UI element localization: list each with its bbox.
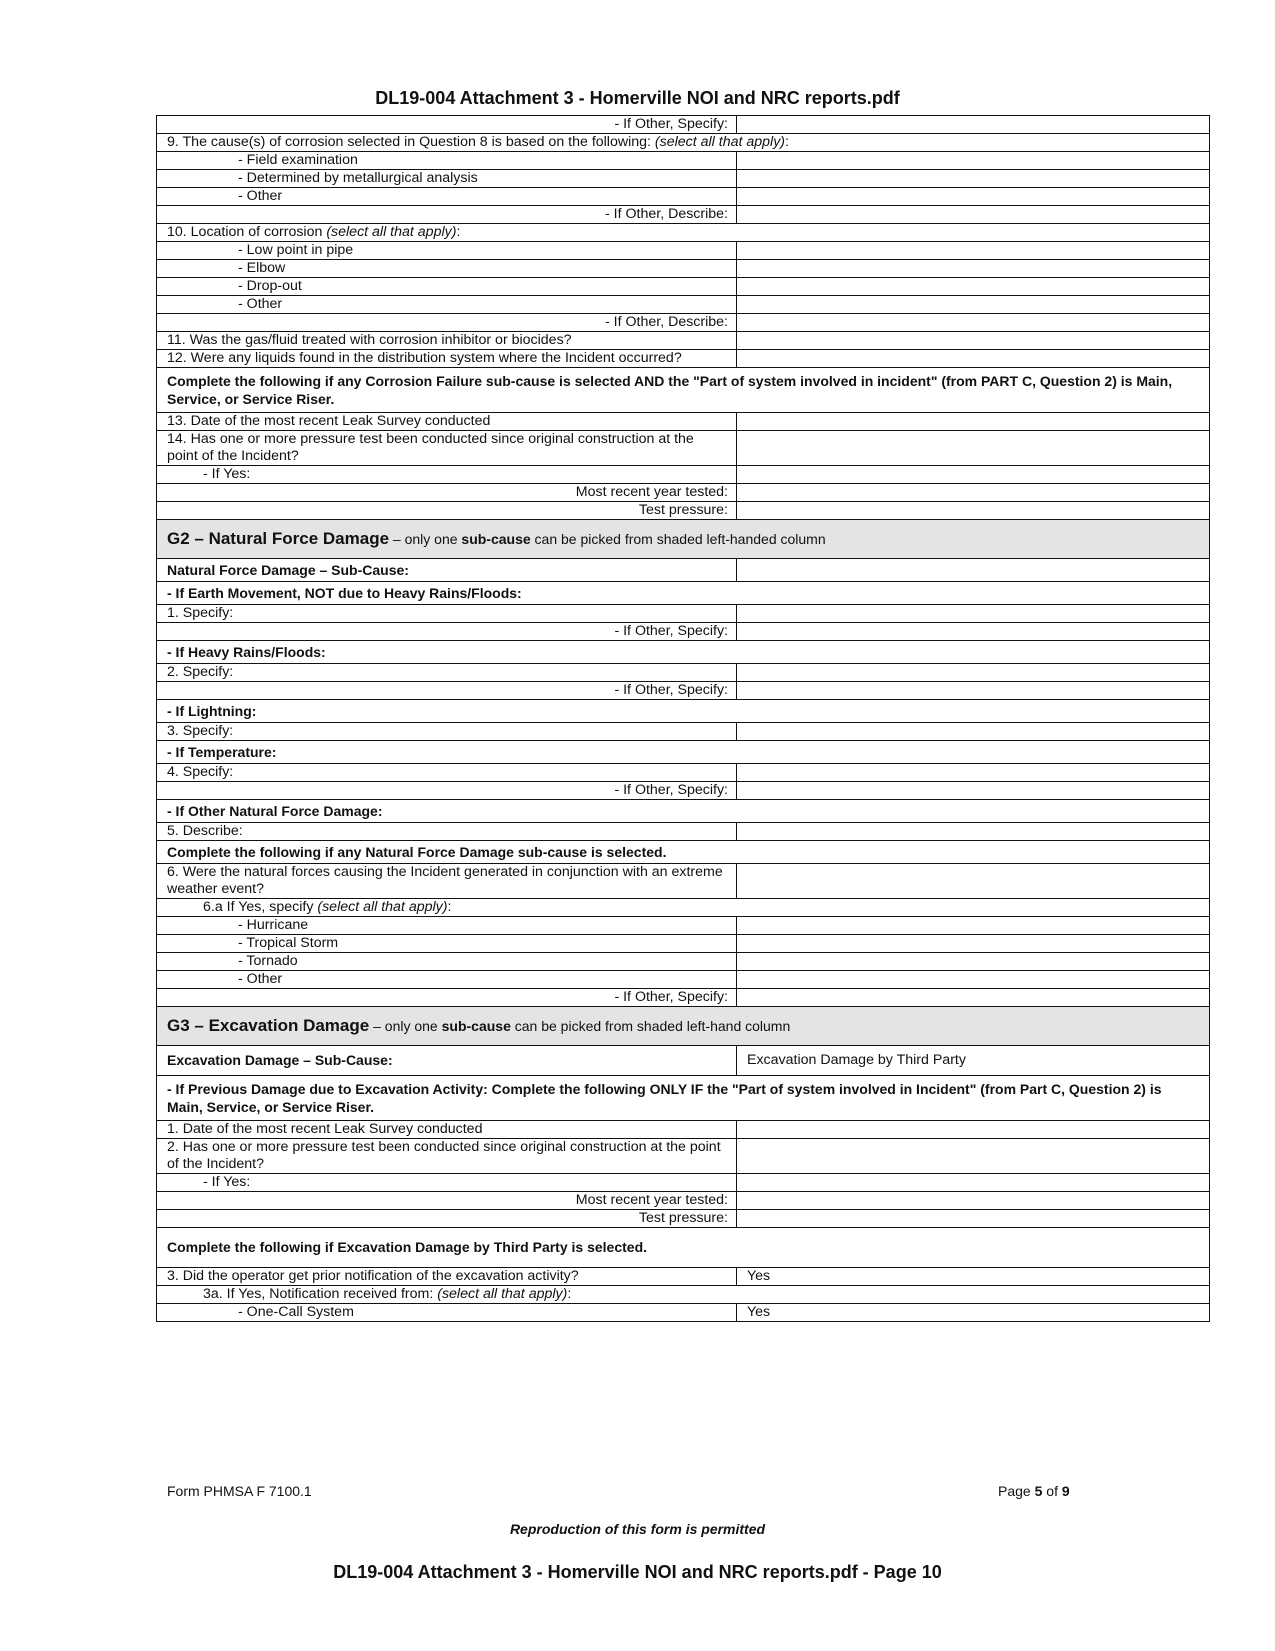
document-title: DL19-004 Attachment 3 - Homerville NOI and NRC reports.pdf <box>375 88 900 108</box>
table-row <box>157 116 1210 134</box>
answer-field[interactable] <box>737 332 1210 350</box>
table-row <box>157 1192 1210 1210</box>
row-label: - Elbow <box>157 260 737 278</box>
row-label: - Hurricane <box>157 917 737 935</box>
row-label: 5. Describe: <box>157 823 737 841</box>
table-row <box>157 700 1210 723</box>
table-row <box>157 741 1210 764</box>
table-row <box>157 170 1210 188</box>
table-row <box>157 242 1210 260</box>
answer-field[interactable] <box>737 206 1210 224</box>
table-row <box>157 917 1210 935</box>
answer-field[interactable] <box>737 559 1210 582</box>
row-label: - Other <box>157 971 737 989</box>
row-label: 3. Specify: <box>157 723 737 741</box>
question-10-label: 10. Location of corrosion (select all that apply): <box>157 224 1210 242</box>
row-label: - If Other, Specify: <box>157 682 737 700</box>
answer-field[interactable] <box>737 605 1210 623</box>
table-row <box>157 782 1210 800</box>
answer-field[interactable] <box>737 971 1210 989</box>
table-row <box>157 1046 1210 1076</box>
answer-field[interactable] <box>737 502 1210 520</box>
answer-field[interactable] <box>737 989 1210 1007</box>
answer-field[interactable] <box>737 917 1210 935</box>
row-label: - Determined by metallurgical analysis <box>157 170 737 188</box>
question-3a-label: 3a. If Yes, Notification received from: (select all that apply): <box>157 1286 1210 1304</box>
question-13-label: 13. Date of the most recent Leak Survey conducted <box>157 413 737 431</box>
row-label: - If Other, Specify: <box>157 116 737 134</box>
answer-field[interactable] <box>737 188 1210 206</box>
table-row <box>157 841 1210 864</box>
table-row <box>157 682 1210 700</box>
prior-notification-value[interactable]: Yes <box>737 1268 1210 1286</box>
section-g3-header: G3 – Excavation Damage – only one sub-cause can be picked from shaded left-hand column <box>157 1007 1210 1046</box>
question-12-label: 12. Were any liquids found in the distribution system where the Incident occurred? <box>157 350 737 368</box>
table-row <box>157 971 1210 989</box>
question-3-label: 3. Did the operator get prior notification of the excavation activity? <box>157 1268 737 1286</box>
table-row <box>157 466 1210 484</box>
table-row <box>157 188 1210 206</box>
answer-field[interactable] <box>737 350 1210 368</box>
table-row <box>157 431 1210 466</box>
corrosion-instruction: Complete the following if any Corrosion Failure sub-cause is selected AND the "Part of system involved in incident" (from PART C, Question 2) is Main, Service, or Service Riser. <box>157 368 1210 413</box>
answer-field[interactable] <box>737 1121 1210 1139</box>
table-row <box>157 723 1210 741</box>
table-row <box>157 1174 1210 1192</box>
question-9-label: 9. The cause(s) of corrosion selected in Question 8 is based on the following: (select all that apply): <box>157 134 1210 152</box>
table-row <box>157 1228 1210 1268</box>
answer-field[interactable] <box>737 278 1210 296</box>
section-header-row <box>157 520 1210 559</box>
row-label: Natural Force Damage – Sub-Cause: <box>157 559 737 582</box>
table-row <box>157 1121 1210 1139</box>
answer-field[interactable] <box>737 823 1210 841</box>
table-row <box>157 152 1210 170</box>
question-14-label: 14. Has one or more pressure test been conducted since original construction at the point of the Incident? <box>157 431 737 466</box>
row-label: Excavation Damage – Sub-Cause: <box>157 1046 737 1076</box>
table-row <box>157 260 1210 278</box>
answer-field[interactable] <box>737 260 1210 278</box>
row-label: - If Yes: <box>157 1174 737 1192</box>
question-1-label: 1. Date of the most recent Leak Survey conducted <box>157 1121 737 1139</box>
table-row <box>157 605 1210 623</box>
answer-field[interactable] <box>737 242 1210 260</box>
subsection-label: - If Temperature: <box>157 741 1210 764</box>
table-row <box>157 664 1210 682</box>
excavation-instruction: - If Previous Damage due to Excavation Activity: Complete the following ONLY IF the "Part of system involved in Incident" (from Part C, Question 2) is Main, Service, or Service Riser. <box>157 1076 1210 1121</box>
row-label: - Tropical Storm <box>157 935 737 953</box>
table-row <box>157 1210 1210 1228</box>
table-row <box>157 823 1210 841</box>
row-label: - Other <box>157 188 737 206</box>
answer-field[interactable] <box>737 664 1210 682</box>
answer-field[interactable] <box>737 1192 1210 1210</box>
subsection-label: - If Heavy Rains/Floods: <box>157 641 1210 664</box>
table-row <box>157 582 1210 605</box>
table-row <box>157 502 1210 520</box>
subsection-label: - If Lightning: <box>157 700 1210 723</box>
row-label: - If Other, Describe: <box>157 206 737 224</box>
page-indicator: Page 5 of 9 <box>998 1483 1070 1499</box>
answer-field[interactable] <box>737 431 1210 466</box>
row-label: - If Other, Describe: <box>157 314 737 332</box>
table-row <box>157 899 1210 917</box>
table-row <box>157 641 1210 664</box>
answer-field[interactable] <box>737 1174 1210 1192</box>
table-row <box>157 224 1210 242</box>
one-call-value[interactable]: Yes <box>737 1304 1210 1322</box>
answer-field[interactable] <box>737 413 1210 431</box>
row-label: - Low point in pipe <box>157 242 737 260</box>
table-row <box>157 935 1210 953</box>
row-label: - Tornado <box>157 953 737 971</box>
row-label: - If Other, Specify: <box>157 782 737 800</box>
answer-field[interactable] <box>737 953 1210 971</box>
table-row <box>157 350 1210 368</box>
answer-field[interactable] <box>737 314 1210 332</box>
answer-field[interactable] <box>737 623 1210 641</box>
form-table <box>156 115 1210 1322</box>
form-number: Form PHMSA F 7100.1 <box>167 1483 312 1499</box>
answer-field[interactable] <box>737 682 1210 700</box>
excavation-subcause-value[interactable]: Excavation Damage by Third Party <box>737 1046 1210 1076</box>
section-g2-header: G2 – Natural Force Damage – only one sub-cause can be picked from shaded left-handed column <box>157 520 1210 559</box>
question-11-label: 11. Was the gas/fluid treated with corrosion inhibitor or biocides? <box>157 332 737 350</box>
answer-field[interactable] <box>737 116 1210 134</box>
answer-field[interactable] <box>737 935 1210 953</box>
row-label: Most recent year tested: <box>157 1192 737 1210</box>
row-label: 1. Specify: <box>157 605 737 623</box>
question-6a-label: 6.a If Yes, specify (select all that apply): <box>157 899 1210 917</box>
answer-field[interactable] <box>737 782 1210 800</box>
natural-force-instruction: Complete the following if any Natural Force Damage sub-cause is selected. <box>157 841 1210 864</box>
row-label: - Drop-out <box>157 278 737 296</box>
document-page-label: DL19-004 Attachment 3 - Homerville NOI and NRC reports.pdf - Page 10 <box>333 1562 942 1582</box>
question-2-label: 2. Has one or more pressure test been conducted since original construction at the point of the Incident? <box>157 1139 737 1174</box>
table-row <box>157 864 1210 899</box>
third-party-instruction: Complete the following if Excavation Damage by Third Party is selected. <box>157 1228 1210 1268</box>
subsection-label: - If Earth Movement, NOT due to Heavy Rains/Floods: <box>157 582 1210 605</box>
section-header-row <box>157 1007 1210 1046</box>
table-row <box>157 1139 1210 1174</box>
table-row <box>157 413 1210 431</box>
table-row <box>157 278 1210 296</box>
row-label: - Field examination <box>157 152 737 170</box>
row-label: - Other <box>157 296 737 314</box>
row-label: - One-Call System <box>157 1304 737 1322</box>
table-row <box>157 332 1210 350</box>
table-row <box>157 953 1210 971</box>
answer-field[interactable] <box>737 723 1210 741</box>
row-label: - If Other, Specify: <box>157 989 737 1007</box>
answer-field[interactable] <box>737 1210 1210 1228</box>
subsection-label: - If Other Natural Force Damage: <box>157 800 1210 823</box>
row-label: Test pressure: <box>157 502 737 520</box>
answer-field[interactable] <box>737 466 1210 484</box>
table-row <box>157 484 1210 502</box>
table-row <box>157 1076 1210 1121</box>
table-row <box>157 764 1210 782</box>
answer-field[interactable] <box>737 484 1210 502</box>
answer-field[interactable] <box>737 152 1210 170</box>
table-row <box>157 1268 1210 1286</box>
answer-field[interactable] <box>737 764 1210 782</box>
answer-field[interactable] <box>737 170 1210 188</box>
question-6-label: 6. Were the natural forces causing the Incident generated in conjunction with an extreme weather event? <box>157 864 737 899</box>
reproduction-notice: Reproduction of this form is permitted <box>509 1521 766 1537</box>
row-label: Test pressure: <box>157 1210 737 1228</box>
row-label: 4. Specify: <box>157 764 737 782</box>
table-row <box>157 1286 1210 1304</box>
table-row <box>157 134 1210 152</box>
table-row <box>157 314 1210 332</box>
answer-field[interactable] <box>737 1139 1210 1174</box>
table-row <box>157 206 1210 224</box>
table-row <box>157 296 1210 314</box>
row-label: 2. Specify: <box>157 664 737 682</box>
table-row <box>157 800 1210 823</box>
table-row <box>157 989 1210 1007</box>
table-row <box>157 1304 1210 1322</box>
table-row <box>157 623 1210 641</box>
answer-field[interactable] <box>737 296 1210 314</box>
row-label: - If Yes: <box>157 466 737 484</box>
table-row <box>157 368 1210 413</box>
table-row <box>157 559 1210 582</box>
answer-field[interactable] <box>737 864 1210 899</box>
row-label: Most recent year tested: <box>157 484 737 502</box>
row-label: - If Other, Specify: <box>157 623 737 641</box>
